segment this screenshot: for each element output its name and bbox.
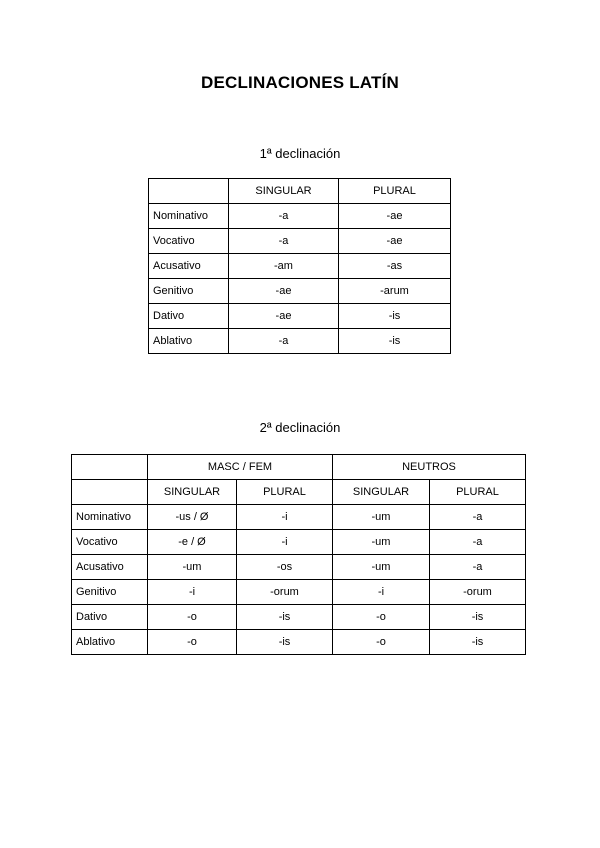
n-singular-ending: -o <box>333 630 430 655</box>
case-label: Genitivo <box>72 580 148 605</box>
plural-ending: -is <box>339 329 451 354</box>
n-singular-ending: -i <box>333 580 430 605</box>
header-mf-plural: PLURAL <box>237 480 333 505</box>
table-row <box>72 630 526 655</box>
table-row <box>72 580 526 605</box>
n-singular-ending: -um <box>333 505 430 530</box>
case-label: Dativo <box>72 605 148 630</box>
plural-ending: -ae <box>339 204 451 229</box>
n-plural-ending: -orum <box>430 580 526 605</box>
n-singular-ending: -o <box>333 605 430 630</box>
plural-ending: -is <box>339 304 451 329</box>
second-declension-title: 2ª declinación <box>259 420 341 435</box>
corner-cell <box>72 480 148 505</box>
first-declension-table <box>148 178 451 354</box>
case-label: Nominativo <box>149 204 229 229</box>
table-row <box>72 605 526 630</box>
header-row <box>72 480 526 505</box>
case-label: Acusativo <box>72 555 148 580</box>
table-row <box>72 555 526 580</box>
corner-cell <box>149 179 229 204</box>
table-row <box>149 329 451 354</box>
mf-plural-ending: -is <box>237 630 333 655</box>
header-n-plural: PLURAL <box>430 480 526 505</box>
case-label: Dativo <box>149 304 229 329</box>
case-label: Vocativo <box>149 229 229 254</box>
mf-plural-ending: -orum <box>237 580 333 605</box>
mf-singular-ending: -o <box>148 605 237 630</box>
group-neutros: NEUTROS <box>333 455 526 480</box>
mf-plural-ending: -is <box>237 605 333 630</box>
mf-singular-ending: -e / Ø <box>148 530 237 555</box>
case-label: Ablativo <box>149 329 229 354</box>
header-mf-singular: SINGULAR <box>148 480 237 505</box>
table-row <box>149 254 451 279</box>
singular-ending: -ae <box>229 279 339 304</box>
case-label: Nominativo <box>72 505 148 530</box>
mf-plural-ending: -os <box>237 555 333 580</box>
header-n-singular: SINGULAR <box>333 480 430 505</box>
singular-ending: -a <box>229 329 339 354</box>
mf-singular-ending: -um <box>148 555 237 580</box>
plural-ending: -ae <box>339 229 451 254</box>
table-row <box>149 229 451 254</box>
header-row <box>149 179 451 204</box>
plural-ending: -arum <box>339 279 451 304</box>
n-plural-ending: -a <box>430 530 526 555</box>
plural-ending: -as <box>339 254 451 279</box>
mf-singular-ending: -o <box>148 630 237 655</box>
n-plural-ending: -a <box>430 505 526 530</box>
first-declension-title: 1ª declinación <box>259 146 341 161</box>
corner-cell <box>72 455 148 480</box>
table-row <box>149 304 451 329</box>
case-label: Acusativo <box>149 254 229 279</box>
table-row <box>72 505 526 530</box>
n-plural-ending: -is <box>430 605 526 630</box>
singular-ending: -a <box>229 229 339 254</box>
table-row <box>149 279 451 304</box>
n-plural-ending: -a <box>430 555 526 580</box>
n-plural-ending: -is <box>430 630 526 655</box>
mf-plural-ending: -i <box>237 505 333 530</box>
case-label: Ablativo <box>72 630 148 655</box>
n-singular-ending: -um <box>333 555 430 580</box>
case-label: Genitivo <box>149 279 229 304</box>
singular-ending: -ae <box>229 304 339 329</box>
header-singular: SINGULAR <box>229 179 339 204</box>
n-singular-ending: -um <box>333 530 430 555</box>
mf-plural-ending: -i <box>237 530 333 555</box>
mf-singular-ending: -us / Ø <box>148 505 237 530</box>
table-row <box>72 530 526 555</box>
header-plural: PLURAL <box>339 179 451 204</box>
group-masc-fem: MASC / FEM <box>148 455 333 480</box>
page-title: DECLINACIONES LATÍN <box>200 73 400 92</box>
table-row <box>149 204 451 229</box>
second-declension-table <box>71 454 526 655</box>
mf-singular-ending: -i <box>148 580 237 605</box>
singular-ending: -a <box>229 204 339 229</box>
group-header-row <box>72 455 526 480</box>
case-label: Vocativo <box>72 530 148 555</box>
singular-ending: -am <box>229 254 339 279</box>
